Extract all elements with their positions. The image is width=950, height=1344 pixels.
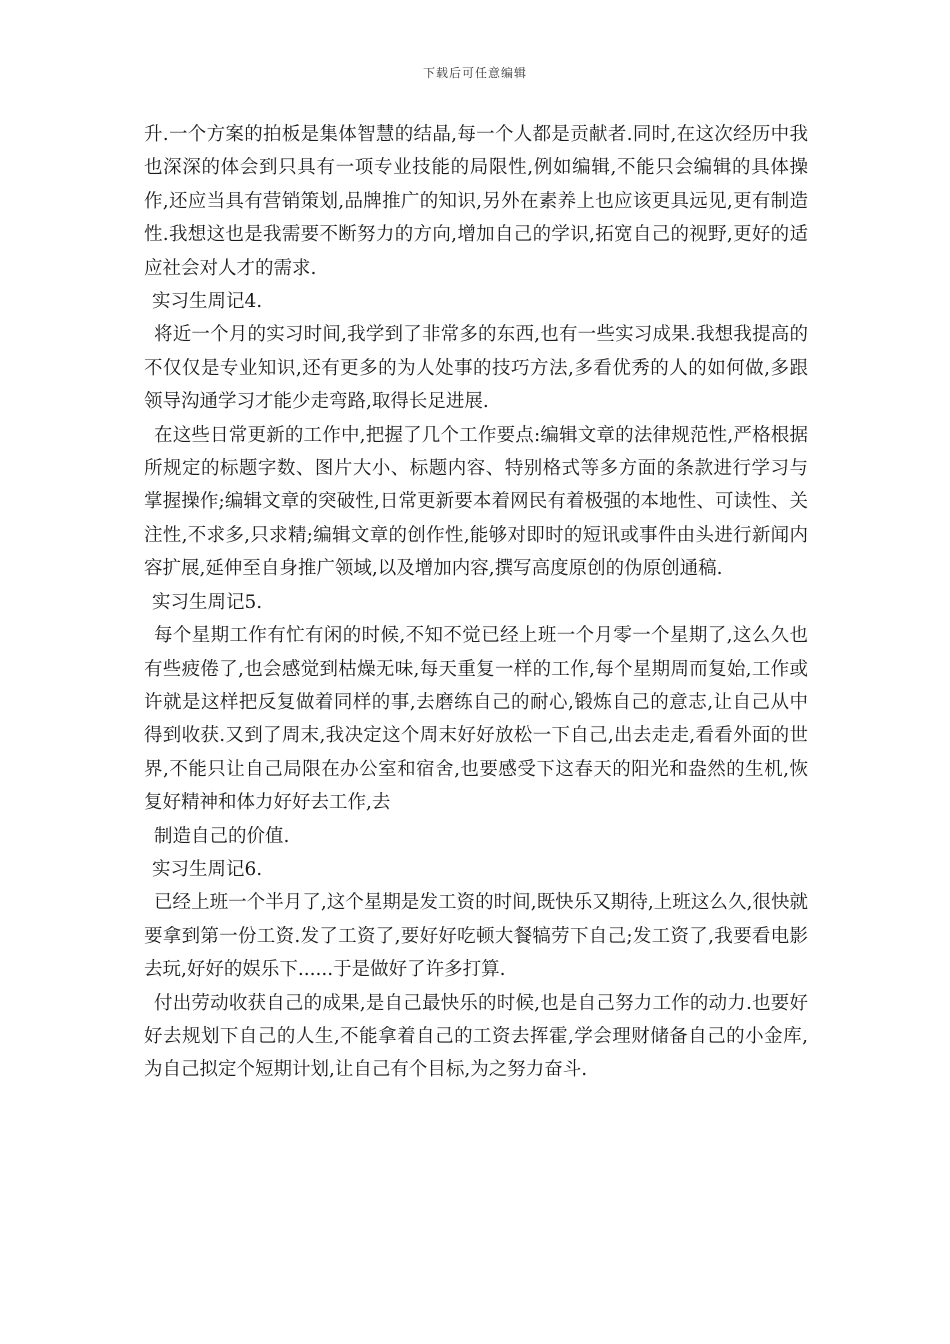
document-body <box>144 118 808 1087</box>
paragraph: 每个星期工作有忙有闲的时候,不知不觉已经上班一个月零一个星期了,这么久也有些疲倦了,也会感觉到枯燥无味,每天重复一样的工作,每个星期周而复始,工作或许就是这样把反复做着同样的事,去磨练自己的耐心,锻炼自己的意志,让自己从中得到收获.又到了周末,我决定这个周末好好放松一下自己,出去走走,看看外面的世界,不能只让自己局限在办公室和宿舍,也要感受下这春天的阳光和盎然的生机,恢复好精神和体力好好去工作,去 <box>144 625 808 814</box>
paragraph: 付出劳动收获自己的成果,是自己最快乐的时候,也是自己努力工作的动力.也要好好去规划下自己的人生,不能拿着自己的工资去挥霍,学会理财储备自己的小金库,为自己拟定个短期计划,让自己有个目标,为之努力奋斗. <box>144 992 808 1081</box>
paragraph: 将近一个月的实习时间,我学到了非常多的东西,也有一些实习成果.我想我提高的不仅仅是专业知识,还有更多的为人处事的技巧方法,多看优秀的人的如何做,多跟领导沟通学习才能少走弯路,取得长足进展. <box>144 324 808 413</box>
section-heading: 实习生周记5. <box>152 591 263 613</box>
paragraph: 已经上班一个半月了,这个星期是发工资的时间,既快乐又期待,上班这么久,很快就要拿到第一份工资.发了工资了,要好好吃顿大餐犒劳下自己;发工资了,我要看电影去玩,好好的娱乐下......于是做好了许多打算. <box>144 892 808 981</box>
paragraph: 在这些日常更新的工作中,把握了几个工作要点:编辑文章的法律规范性,严格根据所规定的标题字数、图片大小、标题内容、特别格式等多方面的条款进行学习与掌握操作;编辑文章的突破性,日常更新要本着网民有着极强的本地性、可读性、关注性,不求多,只求精;编辑文章的创作性,能够对即时的短讯或事件由头进行新闻内容扩展,延伸至自身推广领域,以及增加内容,撰写高度原创的伪原创通稿. <box>144 424 808 580</box>
section-heading: 实习生周记4. <box>152 291 263 313</box>
page-header: 下载后可任意编辑 <box>422 66 527 80</box>
paragraph: 制造自己的价值. <box>154 825 290 847</box>
section-heading: 实习生周记6. <box>152 858 263 880</box>
paragraph: 升.一个方案的拍板是集体智慧的结晶,每一个人都是贡献者.同时,在这次经历中我也深深的体会到只具有一项专业技能的局限性,例如编辑,不能只会编辑的具体操作,还应当具有营销策划,品牌推广的知识,另外在素养上也应该更具远见,更有制造性.我想这也是我需要不断努力的方向,增加自己的学识,拓宽自己的视野,更好的适应社会对人才的需求. <box>144 124 808 279</box>
